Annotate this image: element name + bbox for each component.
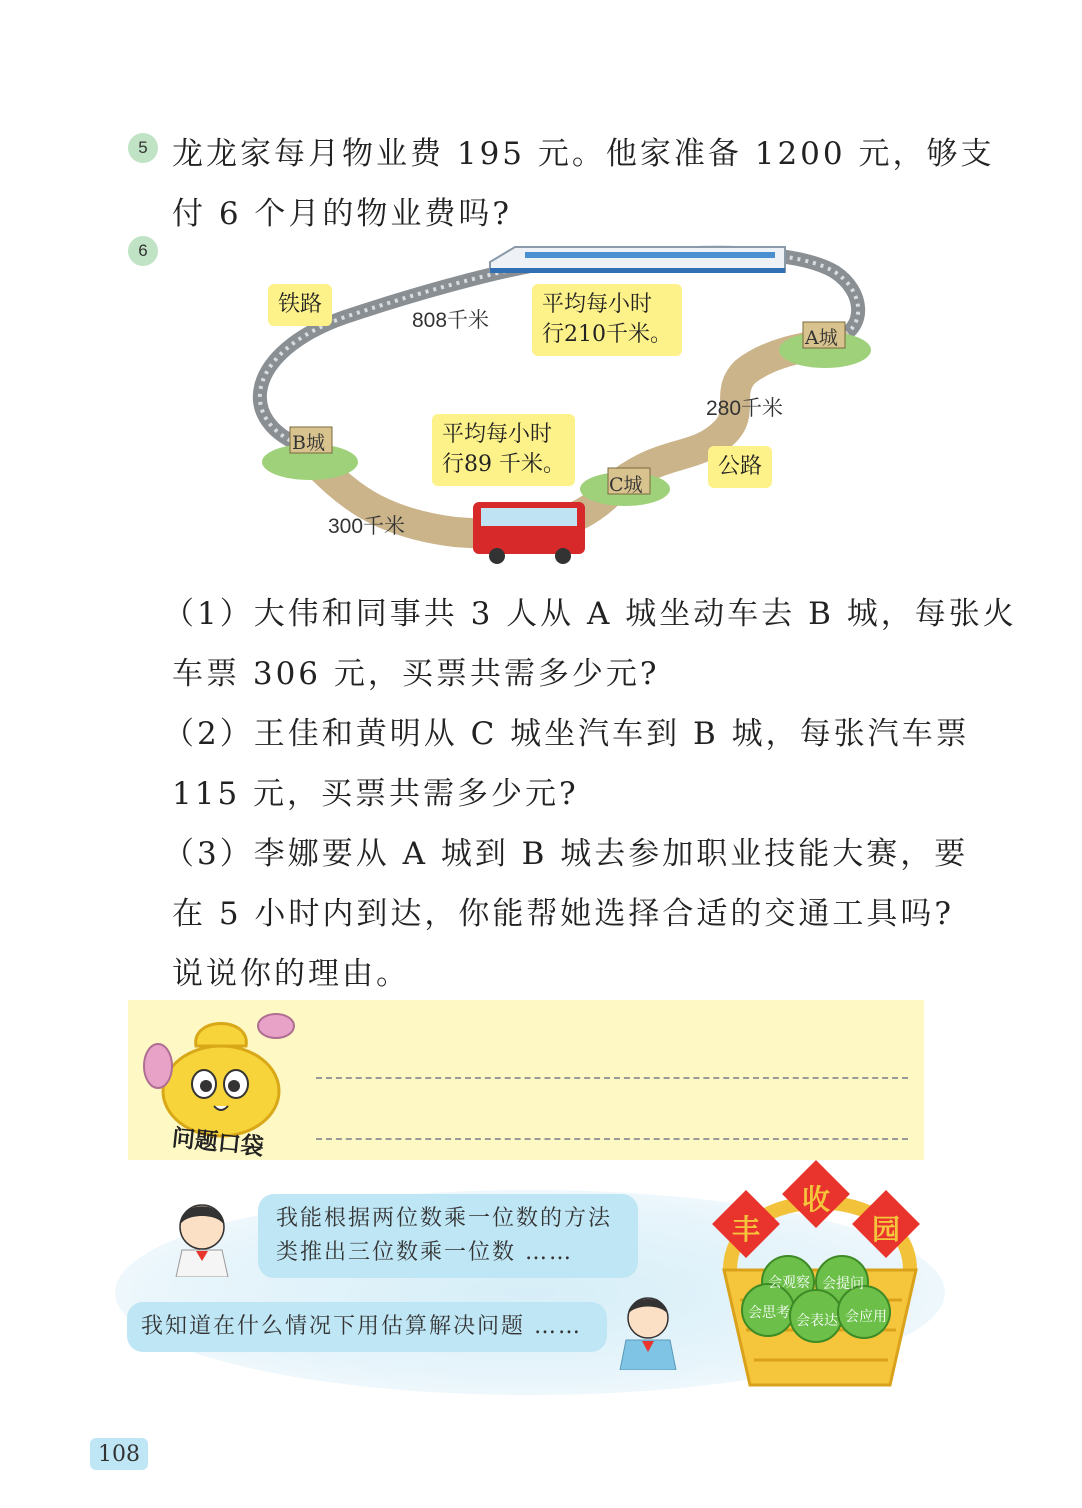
bus-speed-label bbox=[432, 414, 575, 486]
problem-5-number: 5 bbox=[128, 133, 158, 163]
city-c-label: C城 bbox=[609, 474, 643, 496]
harvest-title-char-2: 收 bbox=[801, 1183, 830, 1216]
boy-avatar bbox=[612, 1288, 684, 1370]
bc-distance: 300千米 bbox=[328, 515, 406, 538]
bus-speed-line-1: 平均每小时 bbox=[442, 422, 553, 447]
problem-6-number: 6 bbox=[128, 236, 158, 266]
problem-5-line-1: 龙龙家每月物业费 195 元。他家准备 1200 元，够支 bbox=[172, 136, 995, 172]
answer-line-2[interactable] bbox=[316, 1138, 908, 1140]
harvest-bubble-2: 我知道在什么情况下用估算解决问题 …… bbox=[127, 1302, 607, 1352]
q2-line-1: （2）王佳和黄明从 C 城坐汽车到 B 城，每张汽车票 bbox=[163, 716, 970, 752]
harvest-bubble-1-line-1: 我能根据两位数乘一位数的方法 bbox=[276, 1206, 613, 1231]
girl-avatar bbox=[160, 1195, 244, 1277]
train-speed-label bbox=[532, 284, 682, 356]
answer-line-1[interactable] bbox=[316, 1077, 908, 1079]
apple-label-apply: 会应用 bbox=[845, 1309, 887, 1325]
apple-label-observe: 会观察 bbox=[768, 1275, 810, 1291]
q2-line-2: 115 元，买票共需多少元? bbox=[172, 776, 579, 812]
page-number: 108 bbox=[90, 1438, 148, 1470]
rail-distance: 808千米 bbox=[412, 309, 490, 332]
train-icon bbox=[490, 247, 785, 273]
city-b-label: B城 bbox=[292, 432, 325, 454]
harvest-bubble-1 bbox=[258, 1194, 638, 1278]
harvest-bubble-1-line-2: 类推出三位数乘一位数 …… bbox=[276, 1240, 573, 1265]
road-label: 公路 bbox=[708, 446, 772, 488]
q3-line-2: 在 5 小时内到达，你能帮她选择合适的交通工具吗? bbox=[172, 896, 955, 932]
apple-label-ask: 会提问 bbox=[822, 1276, 864, 1292]
harvest-title-char-3: 园 bbox=[871, 1213, 900, 1246]
apple-label-express: 会表达 bbox=[796, 1313, 838, 1329]
train-speed-line-2: 行210千米。 bbox=[542, 322, 672, 347]
q3-line-3: 说说你的理由。 bbox=[172, 956, 410, 992]
bus-icon bbox=[473, 502, 585, 564]
question-pocket-label: 问题口袋 bbox=[170, 1124, 265, 1161]
transport-map-illustration bbox=[225, 232, 885, 572]
harvest-title-char-1: 丰 bbox=[731, 1213, 760, 1246]
city-a-label: A城 bbox=[805, 327, 838, 349]
train-speed-line-1: 平均每小时 bbox=[542, 292, 653, 317]
q3-line-1: （3）李娜要从 A 城到 B 城去参加职业技能大赛，要 bbox=[163, 836, 969, 872]
apple-label-think: 会思考 bbox=[748, 1305, 790, 1321]
bus-speed-line-2: 行89 千米。 bbox=[442, 452, 565, 477]
q1-line-1: （1）大伟和同事共 3 人从 A 城坐动车去 B 城，每张火 bbox=[163, 596, 1017, 632]
ac-distance: 280千米 bbox=[706, 397, 784, 420]
railway-label: 铁路 bbox=[268, 284, 332, 326]
problem-5-line-2: 付 6 个月的物业费吗? bbox=[172, 196, 513, 232]
q1-line-2: 车票 306 元，买票共需多少元? bbox=[172, 656, 660, 692]
